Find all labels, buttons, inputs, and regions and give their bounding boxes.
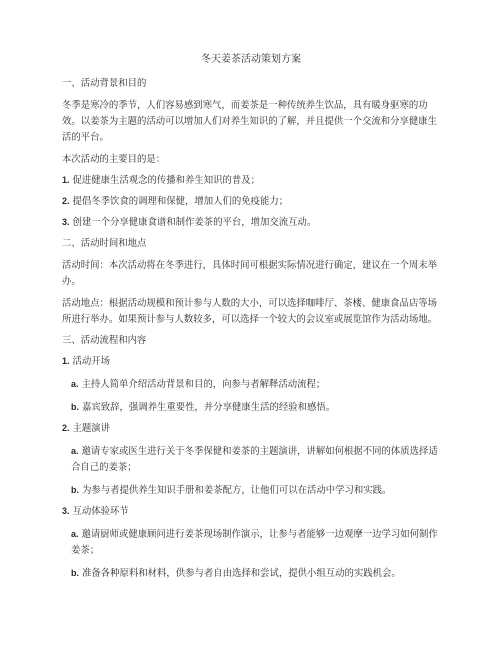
sub-item-text: 邀请厨师或健康顾问进行姜茶现场制作演示，让参与者能够一边观摩一边学习如何制作姜茶；	[71, 529, 438, 556]
sub-item-mark: a.	[71, 446, 79, 456]
step-label: 活动开场	[72, 356, 111, 367]
sub-item	[62, 443, 442, 476]
sub-item	[62, 399, 442, 416]
step-title	[62, 355, 442, 368]
document-body	[62, 77, 442, 588]
sub-item-text: 嘉宾致辞，强调养生重要性，并分享健康生活的经验和感悟。	[81, 402, 336, 413]
sub-item-text: 为参与者提供养生知识手册和姜茶配方，让他们可以在活动中学习和实践。	[81, 485, 392, 496]
step-title	[62, 505, 442, 518]
list-item	[62, 174, 442, 187]
list-item	[62, 195, 442, 208]
section-heading: 二、活动时间和地点	[62, 238, 147, 249]
sub-item-mark: a.	[71, 379, 79, 389]
sub-item-mark: b.	[71, 568, 79, 578]
sub-item-text: 主持人简单介绍活动背景和目的，向参与者解释活动流程；	[81, 379, 326, 390]
list-text: 创建一个分享健康食谱和制作姜茶的平台，增加交流互动。	[72, 217, 317, 228]
paragraph: 活动地点：根据活动规模和预计参与人数的大小，可以选择咖啡厅、茶楼、健康食品店等场所进行举办。如果预计参与人数较多，可以选择一个较大的会议室或展览馆作为活动场地。	[62, 298, 438, 325]
step-number: 1.	[62, 356, 70, 366]
document-title: 冬天姜茶活动策划方案	[201, 54, 301, 65]
sub-item-mark: b.	[71, 402, 79, 412]
sub-item-mark: a.	[71, 529, 79, 539]
list-text: 促进健康生活观念的传播和养生知识的普及；	[72, 175, 261, 186]
step-number: 3.	[62, 506, 70, 516]
step-number: 2.	[62, 423, 70, 433]
sub-item	[62, 565, 442, 582]
paragraph: 本次活动的主要目的是：	[62, 154, 166, 165]
section-heading: 一、活动背景和目的	[62, 78, 147, 89]
sub-item-mark: b.	[71, 485, 79, 495]
sub-item	[62, 526, 442, 559]
step-title	[62, 422, 442, 435]
sub-item	[62, 482, 442, 499]
step-label: 互动体验环节	[72, 506, 129, 517]
section-heading: 三、活动流程和内容	[62, 335, 147, 346]
paragraph: 活动时间：本次活动将在冬季进行，具体时间可根据实际情况进行确定，建议在一个周末举办。	[62, 260, 438, 287]
list-number: 1.	[62, 175, 70, 185]
sub-item-text: 准备各种原料和材料，供参与者自由选择和尝试，提供小组互动的实践机会。	[81, 568, 401, 579]
list-item	[62, 216, 442, 229]
list-number: 2.	[62, 196, 70, 206]
list-text: 提倡冬季饮食的调理和保健，增加人们的免疫能力；	[72, 196, 289, 207]
sub-item-text: 邀请专家或医生进行关于冬季保健和姜茶的主题演讲，讲解如何根据不同的体质选择适合自己的姜茶；	[71, 446, 438, 473]
paragraph: 冬季是寒冷的季节，人们容易感到寒气，而姜茶是一种传统养生饮品，具有暖身驱寒的功效。以姜茶为主题的活动可以增加人们对养生知识的了解，并且提供一个交流和分享健康生活的平台。	[62, 100, 438, 143]
list-number: 3.	[62, 217, 70, 227]
sub-item	[62, 376, 442, 393]
step-label: 主题演讲	[72, 423, 111, 434]
